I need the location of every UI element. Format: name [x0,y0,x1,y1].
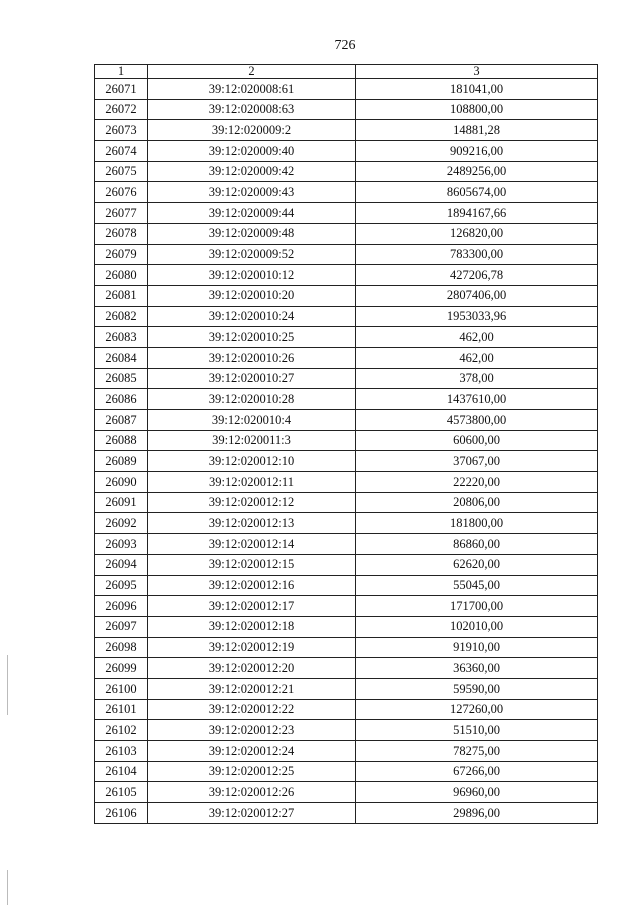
row-number-cell: 26073 [95,120,148,141]
row-number-cell: 26091 [95,492,148,513]
table-row [95,306,598,327]
cadastral-number-cell: 39:12:020010:20 [148,285,356,306]
cadastral-number-cell: 39:12:020012:24 [148,741,356,762]
value-cell: 108800,00 [356,99,598,120]
table-row [95,182,598,203]
value-cell: 1953033,96 [356,306,598,327]
table-row [95,141,598,162]
row-number-cell: 26071 [95,79,148,100]
value-cell: 96960,00 [356,782,598,803]
row-number-cell: 26074 [95,141,148,162]
table-row [95,120,598,141]
cadastral-number-cell: 39:12:020009:2 [148,120,356,141]
value-cell: 2807406,00 [356,285,598,306]
table-row [95,803,598,824]
row-number-cell: 26090 [95,472,148,493]
table-row [95,223,598,244]
row-number-cell: 26106 [95,803,148,824]
row-number-cell: 26088 [95,430,148,451]
table-row [95,203,598,224]
value-cell: 127260,00 [356,699,598,720]
value-cell: 51510,00 [356,720,598,741]
value-cell: 67266,00 [356,761,598,782]
cadastral-number-cell: 39:12:020010:27 [148,368,356,389]
value-cell: 462,00 [356,327,598,348]
row-number-cell: 26101 [95,699,148,720]
value-cell: 181041,00 [356,79,598,100]
cadastral-number-cell: 39:12:020012:14 [148,534,356,555]
table-row [95,720,598,741]
table-row [95,430,598,451]
column-header-3: 3 [356,65,598,79]
cadastral-number-cell: 39:12:020009:48 [148,223,356,244]
table-row [95,761,598,782]
value-cell: 427206,78 [356,265,598,286]
table-row [95,265,598,286]
table-row [95,327,598,348]
row-number-cell: 26095 [95,575,148,596]
table-row [95,451,598,472]
cadastral-number-cell: 39:12:020012:10 [148,451,356,472]
row-number-cell: 26097 [95,616,148,637]
row-number-cell: 26099 [95,658,148,679]
table-row [95,782,598,803]
cadastral-number-cell: 39:12:020012:19 [148,637,356,658]
row-number-cell: 26081 [95,285,148,306]
row-number-cell: 26078 [95,223,148,244]
row-number-cell: 26072 [95,99,148,120]
value-cell: 55045,00 [356,575,598,596]
value-cell: 181800,00 [356,513,598,534]
value-cell: 4573800,00 [356,410,598,431]
cadastral-number-cell: 39:12:020012:12 [148,492,356,513]
table-row [95,554,598,575]
row-number-cell: 26093 [95,534,148,555]
value-cell: 909216,00 [356,141,598,162]
value-cell: 78275,00 [356,741,598,762]
table-row [95,741,598,762]
table-row [95,575,598,596]
row-number-cell: 26087 [95,410,148,431]
table-row [95,79,598,100]
table-row [95,285,598,306]
cadastral-number-cell: 39:12:020012:20 [148,658,356,679]
column-header-1: 1 [95,65,148,79]
value-cell: 22220,00 [356,472,598,493]
cadastral-number-cell: 39:12:020010:4 [148,410,356,431]
header-row [95,65,598,79]
cadastral-number-cell: 39:12:020009:40 [148,141,356,162]
value-cell: 102010,00 [356,616,598,637]
row-number-cell: 26080 [95,265,148,286]
cadastral-number-cell: 39:12:020012:25 [148,761,356,782]
row-number-cell: 26085 [95,368,148,389]
table-row [95,161,598,182]
row-number-cell: 26076 [95,182,148,203]
table-row [95,99,598,120]
cadastral-number-cell: 39:12:020009:42 [148,161,356,182]
registry-table [94,64,598,824]
cadastral-number-cell: 39:12:020012:16 [148,575,356,596]
cadastral-number-cell: 39:12:020010:26 [148,347,356,368]
cadastral-number-cell: 39:12:020012:27 [148,803,356,824]
row-number-cell: 26102 [95,720,148,741]
cadastral-number-cell: 39:12:020009:52 [148,244,356,265]
row-number-cell: 26098 [95,637,148,658]
value-cell: 60600,00 [356,430,598,451]
value-cell: 1437610,00 [356,389,598,410]
cadastral-number-cell: 39:12:020012:11 [148,472,356,493]
cadastral-number-cell: 39:12:020012:26 [148,782,356,803]
cadastral-number-cell: 39:12:020012:21 [148,678,356,699]
value-cell: 86860,00 [356,534,598,555]
margin-mark [7,655,8,715]
row-number-cell: 26096 [95,596,148,617]
cadastral-number-cell: 39:12:020012:13 [148,513,356,534]
cadastral-number-cell: 39:12:020012:23 [148,720,356,741]
row-number-cell: 26079 [95,244,148,265]
column-header-2: 2 [148,65,356,79]
cadastral-number-cell: 39:12:020012:15 [148,554,356,575]
cadastral-number-cell: 39:12:020010:25 [148,327,356,348]
value-cell: 126820,00 [356,223,598,244]
table-row [95,513,598,534]
row-number-cell: 26083 [95,327,148,348]
cadastral-number-cell: 39:12:020008:63 [148,99,356,120]
cadastral-number-cell: 39:12:020010:28 [148,389,356,410]
value-cell: 20806,00 [356,492,598,513]
table-row [95,410,598,431]
table-row [95,368,598,389]
margin-mark [7,870,8,905]
value-cell: 29896,00 [356,803,598,824]
cadastral-number-cell: 39:12:020012:22 [148,699,356,720]
row-number-cell: 26103 [95,741,148,762]
table-row [95,472,598,493]
table-row [95,637,598,658]
table-row [95,534,598,555]
value-cell: 2489256,00 [356,161,598,182]
value-cell: 1894167,66 [356,203,598,224]
cadastral-number-cell: 39:12:020010:12 [148,265,356,286]
table-row [95,678,598,699]
value-cell: 171700,00 [356,596,598,617]
value-cell: 14881,28 [356,120,598,141]
value-cell: 378,00 [356,368,598,389]
table-row [95,347,598,368]
value-cell: 59590,00 [356,678,598,699]
cadastral-number-cell: 39:12:020008:61 [148,79,356,100]
cadastral-number-cell: 39:12:020009:43 [148,182,356,203]
table-row [95,616,598,637]
table-row [95,658,598,679]
row-number-cell: 26082 [95,306,148,327]
row-number-cell: 26089 [95,451,148,472]
cadastral-number-cell: 39:12:020009:44 [148,203,356,224]
cadastral-number-cell: 39:12:020012:18 [148,616,356,637]
cadastral-number-cell: 39:12:020011:3 [148,430,356,451]
table-row [95,244,598,265]
value-cell: 783300,00 [356,244,598,265]
cadastral-number-cell: 39:12:020010:24 [148,306,356,327]
row-number-cell: 26077 [95,203,148,224]
table-body [95,79,598,824]
value-cell: 62620,00 [356,554,598,575]
value-cell: 8605674,00 [356,182,598,203]
row-number-cell: 26092 [95,513,148,534]
value-cell: 91910,00 [356,637,598,658]
table-row [95,596,598,617]
value-cell: 36360,00 [356,658,598,679]
page-number: 726 [334,38,356,53]
cadastral-number-cell: 39:12:020012:17 [148,596,356,617]
value-cell: 462,00 [356,347,598,368]
value-cell: 37067,00 [356,451,598,472]
table-row [95,389,598,410]
table-header [95,65,598,79]
row-number-cell: 26084 [95,347,148,368]
row-number-cell: 26100 [95,678,148,699]
row-number-cell: 26086 [95,389,148,410]
table-row [95,492,598,513]
row-number-cell: 26075 [95,161,148,182]
table-row [95,699,598,720]
row-number-cell: 26105 [95,782,148,803]
row-number-cell: 26104 [95,761,148,782]
row-number-cell: 26094 [95,554,148,575]
